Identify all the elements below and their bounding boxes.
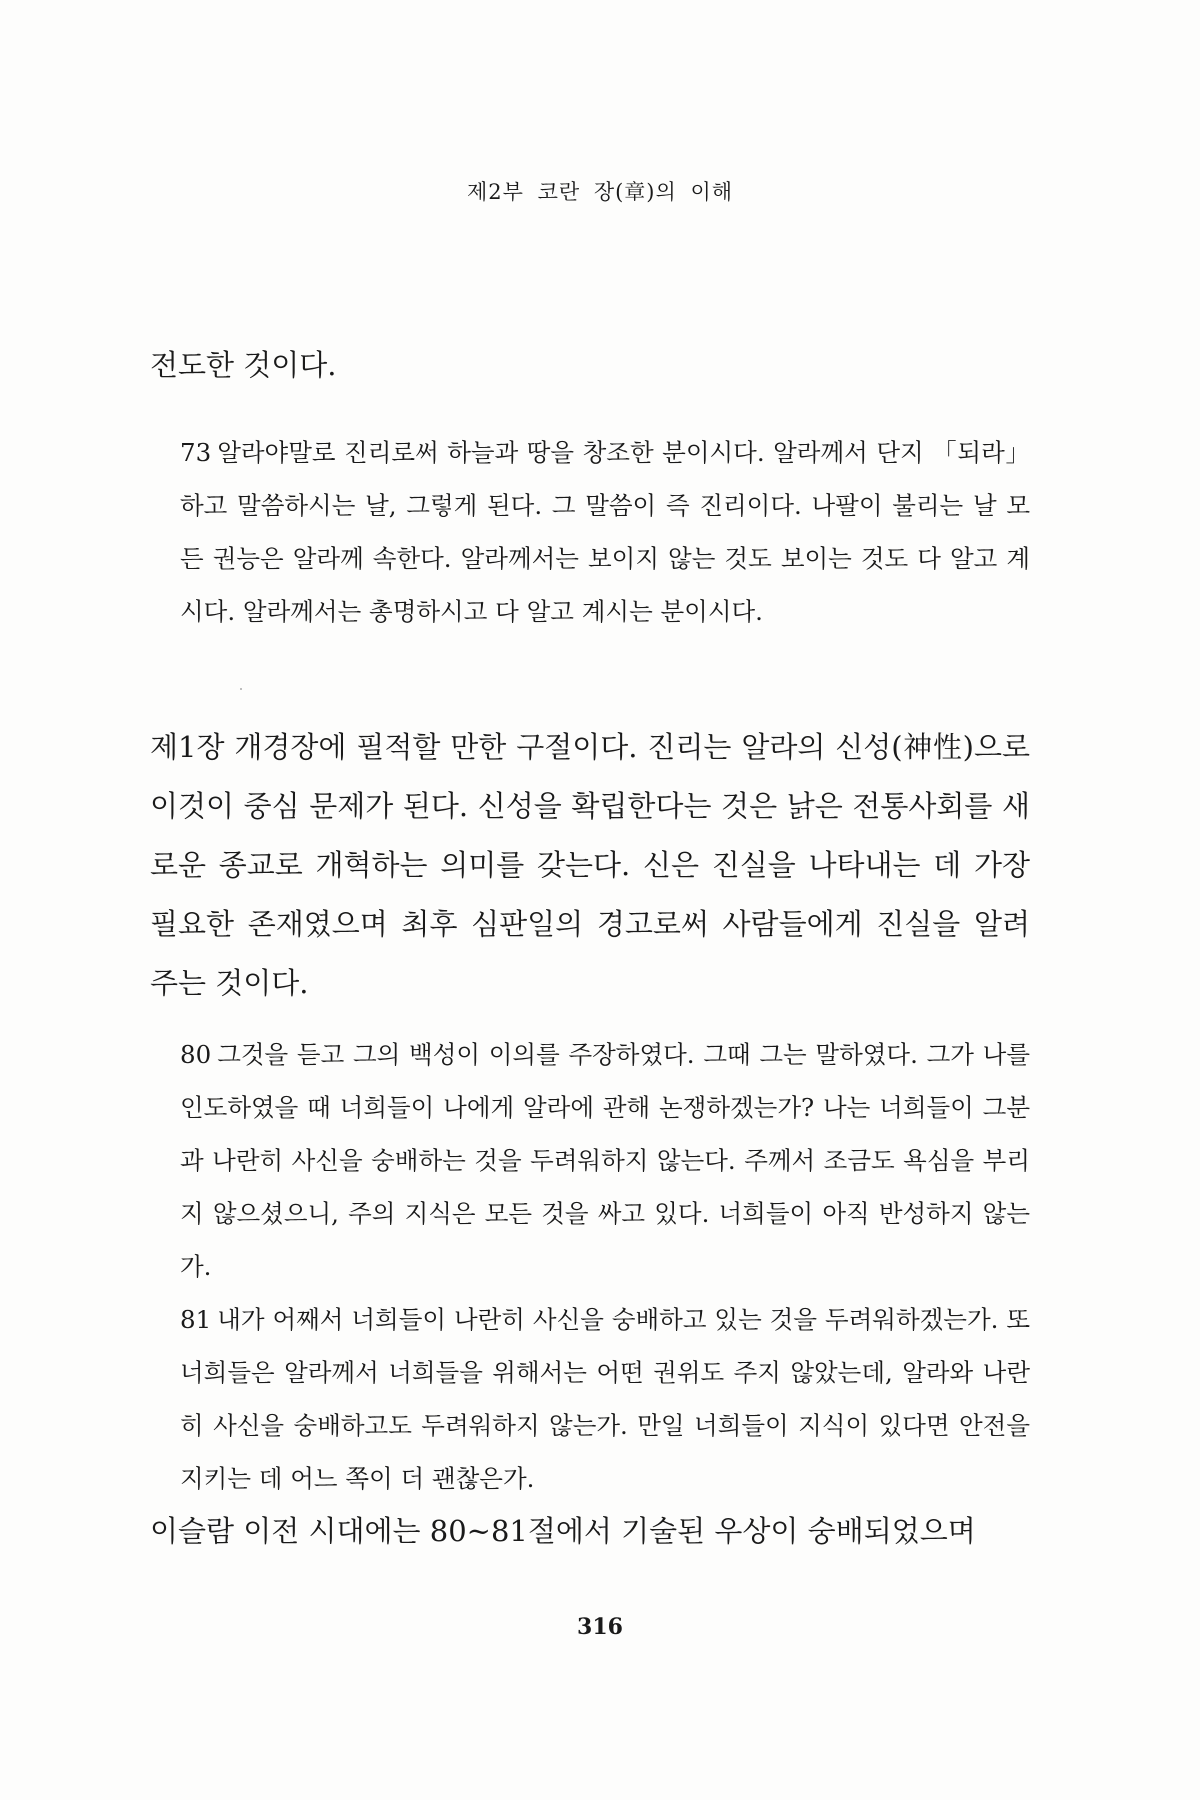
carry-over-paragraph xyxy=(150,336,1030,395)
verse-number: 73 xyxy=(180,438,212,467)
verse-text: 내가 어째서 너희들이 나란히 사신을 숭배하고 있는 것을 두려워하겠는가. 또 너희들은 알라께서 너희들을 위해서는 어떤 권위도 주지 않았는데, 알라와 나란히 사신을 숭배하고도 두려워하지 않는가. 만일 너희들이 지식이 있다면 안전을 지키는 데 어느 쪽이 더 괜찮은가. xyxy=(180,1305,1030,1493)
verse-81-paragraph xyxy=(180,1293,1030,1505)
commentary-paragraph xyxy=(150,718,1030,1013)
print-speck xyxy=(240,688,242,690)
verse-number: 80 xyxy=(180,1040,212,1069)
page-number: 316 xyxy=(577,1614,623,1640)
commentary-text: 제1장 개경장에 필적할 만한 구절이다. 진리는 알라의 신성(神性)으로 이것이 중심 문제가 된다. 신성을 확립한다는 것은 낡은 전통사회를 새로운 종교로 개혁하는 의미를 갖는다. 신은 진실을 나타내는 데 가장 필요한 존재였으며 최후 심판일의 경고로써 사람들에게 진실을 알려 주는 것이다. xyxy=(150,730,1030,1000)
verse-number: 81 xyxy=(180,1305,212,1334)
verse-text: 알라야말로 진리로써 하늘과 땅을 창조한 분이시다. 알라께서 단지 「되라」 하고 말씀하시는 날, 그렇게 된다. 그 말씀이 즉 진리이다. 나팔이 불리는 날 모든 권능은 알라께 속한다. 알라께서는 보이지 않는 것도 보이는 것도 다 알고 계시다. 알라께서는 총명하시고 다 알고 계시는 분이시다. xyxy=(180,438,1030,626)
verses-80-81-block xyxy=(180,1028,1030,1505)
verse-73-paragraph xyxy=(180,426,1030,638)
verse-73-block xyxy=(180,426,1030,638)
verse-text: 그것을 듣고 그의 백성이 이의를 주장하였다. 그때 그는 말하였다. 그가 나를 인도하였을 때 너희들이 나에게 알라에 관해 논쟁하겠는가? 나는 너희들이 그분과 나란히 사신을 숭배하는 것을 두려워하지 않는다. 주께서 조금도 욕심을 부리지 않으셨으니, 주의 지식은 모든 것을 싸고 있다. 너희들이 아직 반성하지 않는가. xyxy=(180,1040,1030,1281)
verse-80-paragraph xyxy=(180,1028,1030,1293)
commentary-paragraph xyxy=(150,1502,1030,1561)
commentary-text: 이슬람 이전 시대에는 80~81절에서 기술된 우상이 숭배되었으며 xyxy=(150,1514,976,1548)
running-header: 제2부 코란 장(章)의 이해 xyxy=(466,180,734,204)
carry-over-text: 전도한 것이다. xyxy=(150,348,337,382)
